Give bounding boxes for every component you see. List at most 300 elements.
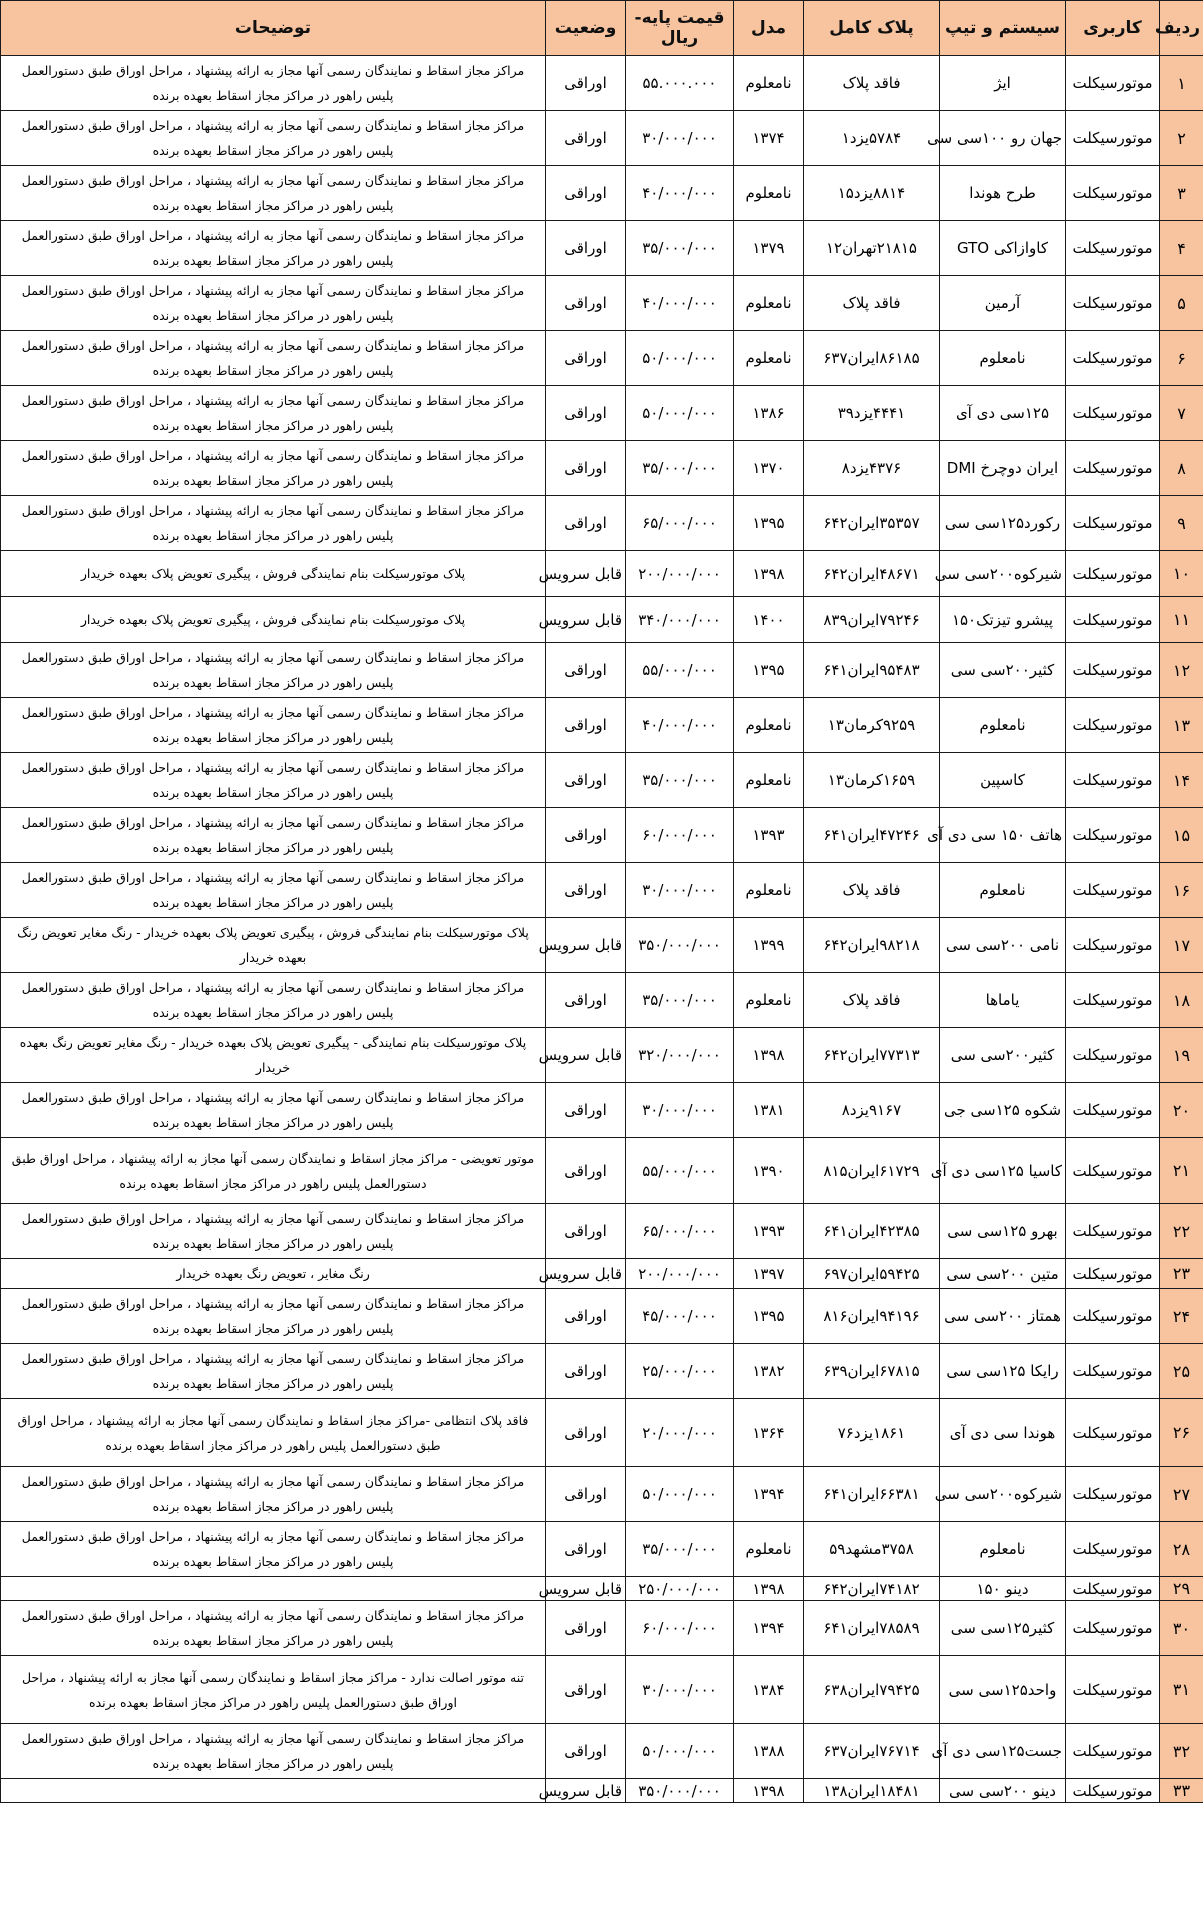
base-price-cell: ۳۲۰/۰۰۰/۰۰۰	[626, 1028, 734, 1083]
system-type-cell: نامعلوم	[940, 698, 1066, 753]
notes-cell: مراکز مجاز اسقاط و نمایندگان رسمی آنها مجاز به ارائه پیشنهاد ، مراحل اوراق طبق دستورالعمل پلیس راهور در مراکز مجاز اسقاط بعهده برنده	[1, 56, 546, 111]
model-cell: نامعلوم	[734, 56, 804, 111]
system-type-cell: شیرکوه۲۰۰سی سی	[940, 551, 1066, 597]
notes-cell: موتور تعویضی - مراکز مجاز اسقاط و نمایندگان رسمی آنها مجاز به ارائه پیشنهاد ، مراحل اوراق طبق دستورالعمل پلیس راهور در مراکز مجاز اسقاط بعهده برنده	[1, 1138, 546, 1204]
plate-cell: ۱۸۴۸۱ایران۱۳۸	[804, 1779, 940, 1803]
base-price-cell: ۲۵/۰۰۰/۰۰۰	[626, 1344, 734, 1399]
model-cell: ۱۳۶۴	[734, 1399, 804, 1467]
system-type-cell: همتاز ۲۰۰سی سی	[940, 1289, 1066, 1344]
notes-cell	[1, 1577, 546, 1601]
plate-cell: ۹۵۴۸۳ایران۶۴۱	[804, 643, 940, 698]
model-cell: ۱۳۹۷	[734, 1259, 804, 1289]
base-price-cell: ۳۰/۰۰۰/۰۰۰	[626, 1656, 734, 1724]
table-row	[1, 1259, 1203, 1289]
usage-cell: موتورسیکلت	[1066, 331, 1160, 386]
base-price-cell: ۵۵/۰۰۰/۰۰۰	[626, 643, 734, 698]
base-price-cell: ۵۰/۰۰۰/۰۰۰	[626, 331, 734, 386]
notes-cell: فاقد پلاک انتظامی -مراکز مجاز اسقاط و نمایندگان رسمی آنها مجاز به ارائه پیشنهاد ، مراحل اوراق طبق دستورالعمل پلیس راهور در مراکز مجاز اسقاط بعهده برنده	[1, 1399, 546, 1467]
usage-cell: موتورسیکلت	[1066, 863, 1160, 918]
base-price-cell: ۲۰۰/۰۰۰/۰۰۰	[626, 1259, 734, 1289]
base-price-cell: ۳۵۰/۰۰۰/۰۰۰	[626, 918, 734, 973]
row-number-cell: ۶	[1160, 331, 1203, 386]
model-cell: ۱۳۹۴	[734, 1601, 804, 1656]
usage-cell: موتورسیکلت	[1066, 1601, 1160, 1656]
row-number-cell: ۱۷	[1160, 918, 1203, 973]
usage-cell: موتورسیکلت	[1066, 496, 1160, 551]
usage-cell: موتورسیکلت	[1066, 1779, 1160, 1803]
table-row	[1, 1204, 1203, 1259]
usage-cell: موتورسیکلت	[1066, 1522, 1160, 1577]
system-type-cell: متین ۲۰۰سی سی	[940, 1259, 1066, 1289]
system-type-cell: جهان رو ۱۰۰سی سی	[940, 111, 1066, 166]
table-row	[1, 918, 1203, 973]
status-cell: اوراقی	[546, 386, 626, 441]
model-cell: نامعلوم	[734, 753, 804, 808]
model-cell: ۱۳۷۴	[734, 111, 804, 166]
row-number-cell: ۸	[1160, 441, 1203, 496]
model-cell: ۱۳۹۳	[734, 1204, 804, 1259]
notes-cell: مراکز مجاز اسقاط و نمایندگان رسمی آنها مجاز به ارائه پیشنهاد ، مراحل اوراق طبق دستورالعمل پلیس راهور در مراکز مجاز اسقاط بعهده برنده	[1, 1601, 546, 1656]
notes-cell: مراکز مجاز اسقاط و نمایندگان رسمی آنها مجاز به ارائه پیشنهاد ، مراحل اوراق طبق دستورالعمل پلیس راهور در مراکز مجاز اسقاط بعهده برنده	[1, 1204, 546, 1259]
base-price-cell: ۳۵۰/۰۰۰/۰۰۰	[626, 1779, 734, 1803]
row-number-cell: ۲۷	[1160, 1467, 1203, 1522]
base-price-cell: ۴۰/۰۰۰/۰۰۰	[626, 276, 734, 331]
plate-cell: فاقد پلاک	[804, 863, 940, 918]
status-cell: قابل سرویس	[546, 551, 626, 597]
row-number-cell: ۲	[1160, 111, 1203, 166]
usage-cell: موتورسیکلت	[1066, 441, 1160, 496]
base-price-cell: ۴۰/۰۰۰/۰۰۰	[626, 698, 734, 753]
base-price-cell: ۴۵/۰۰۰/۰۰۰	[626, 1289, 734, 1344]
plate-cell: ۹۱۶۷یزد۸	[804, 1083, 940, 1138]
system-type-cell: هوندا سی دی آی	[940, 1399, 1066, 1467]
notes-cell: پلاک موتورسیکلت بنام نمایندگی فروش ، پیگیری تعویض پلاک بعهده خریدار	[1, 551, 546, 597]
header-system-type: سیستم و تیپ	[940, 1, 1066, 56]
base-price-cell: ۳۰/۰۰۰/۰۰۰	[626, 863, 734, 918]
plate-cell: ۹۴۱۹۶ایران۸۱۶	[804, 1289, 940, 1344]
plate-cell: ۲۱۸۱۵تهران۱۲	[804, 221, 940, 276]
base-price-cell: ۵۰/۰۰۰/۰۰۰	[626, 1467, 734, 1522]
base-price-cell: ۶۰/۰۰۰/۰۰۰	[626, 808, 734, 863]
notes-cell: مراکز مجاز اسقاط و نمایندگان رسمی آنها مجاز به ارائه پیشنهاد ، مراحل اوراق طبق دستورالعمل پلیس راهور در مراکز مجاز اسقاط بعهده برنده	[1, 331, 546, 386]
table-row	[1, 973, 1203, 1028]
table-row	[1, 808, 1203, 863]
notes-cell: مراکز مجاز اسقاط و نمایندگان رسمی آنها مجاز به ارائه پیشنهاد ، مراحل اوراق طبق دستورالعمل پلیس راهور در مراکز مجاز اسقاط بعهده برنده	[1, 1522, 546, 1577]
model-cell: نامعلوم	[734, 1522, 804, 1577]
row-number-cell: ۲۳	[1160, 1259, 1203, 1289]
model-cell: ۱۳۹۸	[734, 1779, 804, 1803]
row-number-cell: ۱۱	[1160, 597, 1203, 643]
row-number-cell: ۳۱	[1160, 1656, 1203, 1724]
base-price-cell: ۳۰/۰۰۰/۰۰۰	[626, 111, 734, 166]
usage-cell: موتورسیکلت	[1066, 1138, 1160, 1204]
row-number-cell: ۱۹	[1160, 1028, 1203, 1083]
table-row	[1, 597, 1203, 643]
table-row	[1, 221, 1203, 276]
status-cell: قابل سرویس	[546, 1779, 626, 1803]
notes-cell: مراکز مجاز اسقاط و نمایندگان رسمی آنها مجاز به ارائه پیشنهاد ، مراحل اوراق طبق دستورالعمل پلیس راهور در مراکز مجاز اسقاط بعهده برنده	[1, 643, 546, 698]
table-row	[1, 1289, 1203, 1344]
system-type-cell: یاماها	[940, 973, 1066, 1028]
system-type-cell: طرح هوندا	[940, 166, 1066, 221]
system-type-cell: نامعلوم	[940, 1522, 1066, 1577]
usage-cell: موتورسیکلت	[1066, 276, 1160, 331]
model-cell: نامعلوم	[734, 166, 804, 221]
base-price-cell: ۳۰/۰۰۰/۰۰۰	[626, 1083, 734, 1138]
model-cell: ۱۳۹۸	[734, 551, 804, 597]
usage-cell: موتورسیکلت	[1066, 551, 1160, 597]
plate-cell: ۴۳۷۶یزد۸	[804, 441, 940, 496]
notes-cell: مراکز مجاز اسقاط و نمایندگان رسمی آنها مجاز به ارائه پیشنهاد ، مراحل اوراق طبق دستورالعمل پلیس راهور در مراکز مجاز اسقاط بعهده برنده	[1, 698, 546, 753]
system-type-cell: کثیر۲۰۰سی سی	[940, 1028, 1066, 1083]
base-price-cell: ۳۵/۰۰۰/۰۰۰	[626, 1522, 734, 1577]
usage-cell: موتورسیکلت	[1066, 1344, 1160, 1399]
status-cell: اوراقی	[546, 1344, 626, 1399]
header-plate: پلاک کامل	[804, 1, 940, 56]
base-price-cell: ۲۰/۰۰۰/۰۰۰	[626, 1399, 734, 1467]
table-row	[1, 551, 1203, 597]
status-cell: اوراقی	[546, 111, 626, 166]
plate-cell: ۱۶۵۹کرمان۱۳	[804, 753, 940, 808]
model-cell: ۱۳۹۴	[734, 1467, 804, 1522]
table-row	[1, 276, 1203, 331]
base-price-cell: ۴۰/۰۰۰/۰۰۰	[626, 166, 734, 221]
plate-cell: ۷۹۲۴۶ایران۸۳۹	[804, 597, 940, 643]
plate-cell: ۳۵۳۵۷ایران۶۴۲	[804, 496, 940, 551]
usage-cell: موتورسیکلت	[1066, 166, 1160, 221]
model-cell: نامعلوم	[734, 973, 804, 1028]
row-number-cell: ۷	[1160, 386, 1203, 441]
base-price-cell: ۶۰/۰۰۰/۰۰۰	[626, 1601, 734, 1656]
notes-cell: مراکز مجاز اسقاط و نمایندگان رسمی آنها مجاز به ارائه پیشنهاد ، مراحل اوراق طبق دستورالعمل پلیس راهور در مراکز مجاز اسقاط بعهده برنده	[1, 1344, 546, 1399]
usage-cell: موتورسیکلت	[1066, 597, 1160, 643]
usage-cell: موتورسیکلت	[1066, 1399, 1160, 1467]
base-price-cell: ۲۵۰/۰۰۰/۰۰۰	[626, 1577, 734, 1601]
usage-cell: موتورسیکلت	[1066, 221, 1160, 276]
notes-cell: مراکز مجاز اسقاط و نمایندگان رسمی آنها مجاز به ارائه پیشنهاد ، مراحل اوراق طبق دستورالعمل پلیس راهور در مراکز مجاز اسقاط بعهده برنده	[1, 1083, 546, 1138]
model-cell: ۱۳۹۸	[734, 1577, 804, 1601]
model-cell: ۱۴۰۰	[734, 597, 804, 643]
usage-cell: موتورسیکلت	[1066, 386, 1160, 441]
table-row	[1, 698, 1203, 753]
table-row	[1, 331, 1203, 386]
system-type-cell: دینو ۲۰۰سی سی	[940, 1779, 1066, 1803]
status-cell: اوراقی	[546, 166, 626, 221]
status-cell: اوراقی	[546, 1656, 626, 1724]
row-number-cell: ۳	[1160, 166, 1203, 221]
plate-cell: ۸۶۱۸۵ایران۶۳۷	[804, 331, 940, 386]
row-number-cell: ۱۲	[1160, 643, 1203, 698]
base-price-cell: ۵۰/۰۰۰/۰۰۰	[626, 1724, 734, 1779]
usage-cell: موتورسیکلت	[1066, 1083, 1160, 1138]
model-cell: ۱۳۹۵	[734, 496, 804, 551]
base-price-cell: ۶۵/۰۰۰/۰۰۰	[626, 1204, 734, 1259]
base-price-cell: ۳۵/۰۰۰/۰۰۰	[626, 221, 734, 276]
header-usage: کاربری	[1066, 1, 1160, 56]
table-row	[1, 1522, 1203, 1577]
row-number-cell: ۵	[1160, 276, 1203, 331]
notes-cell: مراکز مجاز اسقاط و نمایندگان رسمی آنها مجاز به ارائه پیشنهاد ، مراحل اوراق طبق دستورالعمل پلیس راهور در مراکز مجاز اسقاط بعهده برنده	[1, 276, 546, 331]
base-price-cell: ۲۰۰/۰۰۰/۰۰۰	[626, 551, 734, 597]
row-number-cell: ۱۵	[1160, 808, 1203, 863]
base-price-cell: ۳۵/۰۰۰/۰۰۰	[626, 973, 734, 1028]
usage-cell: موتورسیکلت	[1066, 1289, 1160, 1344]
status-cell: اوراقی	[546, 863, 626, 918]
table-row	[1, 1083, 1203, 1138]
plate-cell: ۶۷۸۱۵ایران۶۳۹	[804, 1344, 940, 1399]
plate-cell: ۱۸۶۱یزد۷۶	[804, 1399, 940, 1467]
table-body	[1, 56, 1203, 1803]
model-cell: ۱۳۸۴	[734, 1656, 804, 1724]
usage-cell: موتورسیکلت	[1066, 808, 1160, 863]
row-number-cell: ۲۰	[1160, 1083, 1203, 1138]
model-cell: نامعلوم	[734, 331, 804, 386]
system-type-cell: شکوه ۱۲۵سی جی	[940, 1083, 1066, 1138]
base-price-cell: ۳۵/۰۰۰/۰۰۰	[626, 753, 734, 808]
notes-cell: مراکز مجاز اسقاط و نمایندگان رسمی آنها مجاز به ارائه پیشنهاد ، مراحل اوراق طبق دستورالعمل پلیس راهور در مراکز مجاز اسقاط بعهده برنده	[1, 221, 546, 276]
notes-cell: رنگ مغایر ، تعویض رنگ بعهده خریدار	[1, 1259, 546, 1289]
notes-cell: مراکز مجاز اسقاط و نمایندگان رسمی آنها مجاز به ارائه پیشنهاد ، مراحل اوراق طبق دستورالعمل پلیس راهور در مراکز مجاز اسقاط بعهده برنده	[1, 496, 546, 551]
plate-cell: ۷۴۱۸۲ایران۶۴۲	[804, 1577, 940, 1601]
plate-cell: فاقد پلاک	[804, 276, 940, 331]
status-cell: اوراقی	[546, 331, 626, 386]
usage-cell: موتورسیکلت	[1066, 1204, 1160, 1259]
system-type-cell: جست۱۲۵سی دی آی	[940, 1724, 1066, 1779]
base-price-cell: ۳۵/۰۰۰/۰۰۰	[626, 441, 734, 496]
status-cell: قابل سرویس	[546, 1577, 626, 1601]
table-row	[1, 1601, 1203, 1656]
plate-cell: فاقد پلاک	[804, 973, 940, 1028]
plate-cell: ۴۷۲۴۶ایران۶۴۱	[804, 808, 940, 863]
system-type-cell: واحد۱۲۵سی سی	[940, 1656, 1066, 1724]
row-number-cell: ۴	[1160, 221, 1203, 276]
row-number-cell: ۱۴	[1160, 753, 1203, 808]
system-type-cell: کاوازاکی GTO	[940, 221, 1066, 276]
system-type-cell: کثیر۲۰۰سی سی	[940, 643, 1066, 698]
system-type-cell: کاسیا ۱۲۵سی دی آی	[940, 1138, 1066, 1204]
system-type-cell: نامعلوم	[940, 331, 1066, 386]
notes-cell: مراکز مجاز اسقاط و نمایندگان رسمی آنها مجاز به ارائه پیشنهاد ، مراحل اوراق طبق دستورالعمل پلیس راهور در مراکز مجاز اسقاط بعهده برنده	[1, 111, 546, 166]
table-row	[1, 441, 1203, 496]
system-type-cell: شیرکوه۲۰۰سی سی	[940, 1467, 1066, 1522]
status-cell: اوراقی	[546, 1083, 626, 1138]
status-cell: اوراقی	[546, 1601, 626, 1656]
table-row	[1, 386, 1203, 441]
plate-cell: ۴۲۳۸۵ایران۶۴۱	[804, 1204, 940, 1259]
row-number-cell: ۳۰	[1160, 1601, 1203, 1656]
plate-cell: ۹۸۲۱۸ایران۶۴۲	[804, 918, 940, 973]
model-cell: ۱۳۹۸	[734, 1028, 804, 1083]
status-cell: اوراقی	[546, 496, 626, 551]
plate-cell: ۵۹۴۲۵ایران۶۹۷	[804, 1259, 940, 1289]
base-price-cell: ۵۵/۰۰۰/۰۰۰	[626, 1138, 734, 1204]
header-base-price: قیمت پایه-ریال	[626, 1, 734, 56]
table-row	[1, 1399, 1203, 1467]
table-row	[1, 111, 1203, 166]
header-row-no: ردیف	[1160, 1, 1203, 56]
usage-cell: موتورسیکلت	[1066, 973, 1160, 1028]
notes-cell: مراکز مجاز اسقاط و نمایندگان رسمی آنها مجاز به ارائه پیشنهاد ، مراحل اوراق طبق دستورالعمل پلیس راهور در مراکز مجاز اسقاط بعهده برنده	[1, 863, 546, 918]
system-type-cell: نامی ۲۰۰سی سی	[940, 918, 1066, 973]
notes-cell: پلاک موتورسیکلت بنام نمایندگی فروش ، پیگیری تعویض پلاک بعهده خریدار - رنگ مغایر تعویض رنگ بعهده خریدار	[1, 918, 546, 973]
row-number-cell: ۳۲	[1160, 1724, 1203, 1779]
status-cell: قابل سرویس	[546, 1259, 626, 1289]
system-type-cell: آرمین	[940, 276, 1066, 331]
system-type-cell: ۱۲۵سی دی آی	[940, 386, 1066, 441]
plate-cell: ۶۱۷۲۹ایران۸۱۵	[804, 1138, 940, 1204]
header-model: مدل	[734, 1, 804, 56]
status-cell: قابل سرویس	[546, 1028, 626, 1083]
table-row	[1, 1028, 1203, 1083]
row-number-cell: ۲۵	[1160, 1344, 1203, 1399]
usage-cell: موتورسیکلت	[1066, 643, 1160, 698]
usage-cell: موتورسیکلت	[1066, 698, 1160, 753]
model-cell: ۱۳۷۰	[734, 441, 804, 496]
status-cell: اوراقی	[546, 441, 626, 496]
row-number-cell: ۲۱	[1160, 1138, 1203, 1204]
system-type-cell: ایران دوچرخ DMI	[940, 441, 1066, 496]
system-type-cell: ایژ	[940, 56, 1066, 111]
table-row	[1, 496, 1203, 551]
usage-cell: موتورسیکلت	[1066, 1467, 1160, 1522]
plate-cell: ۸۸۱۴یزد۱۵	[804, 166, 940, 221]
row-number-cell: ۹	[1160, 496, 1203, 551]
notes-cell: مراکز مجاز اسقاط و نمایندگان رسمی آنها مجاز به ارائه پیشنهاد ، مراحل اوراق طبق دستورالعمل پلیس راهور در مراکز مجاز اسقاط بعهده برنده	[1, 441, 546, 496]
plate-cell: ۴۴۴۱یزد۳۹	[804, 386, 940, 441]
status-cell: اوراقی	[546, 698, 626, 753]
base-price-cell: ۶۵/۰۰۰/۰۰۰	[626, 496, 734, 551]
plate-cell: ۶۶۳۸۱ایران۶۴۱	[804, 1467, 940, 1522]
model-cell: ۱۳۸۸	[734, 1724, 804, 1779]
row-number-cell: ۱۸	[1160, 973, 1203, 1028]
row-number-cell: ۲۶	[1160, 1399, 1203, 1467]
status-cell: اوراقی	[546, 808, 626, 863]
plate-cell: ۷۶۷۱۴ایران۶۳۷	[804, 1724, 940, 1779]
notes-cell: پلاک موتورسیکلت بنام نمایندگی - پیگیری تعویض پلاک بعهده خریدار - رنگ مغایر تعویض رنگ بعهده خریدار	[1, 1028, 546, 1083]
notes-cell: مراکز مجاز اسقاط و نمایندگان رسمی آنها مجاز به ارائه پیشنهاد ، مراحل اوراق طبق دستورالعمل پلیس راهور در مراکز مجاز اسقاط بعهده برنده	[1, 386, 546, 441]
table-row	[1, 1138, 1203, 1204]
status-cell: اوراقی	[546, 1138, 626, 1204]
plate-cell: ۷۸۵۸۹ایران۶۴۱	[804, 1601, 940, 1656]
row-number-cell: ۱	[1160, 56, 1203, 111]
system-type-cell: کاسپین	[940, 753, 1066, 808]
plate-cell: ۳۷۵۸مشهد۵۹	[804, 1522, 940, 1577]
row-number-cell: ۱۳	[1160, 698, 1203, 753]
usage-cell: موتورسیکلت	[1066, 1259, 1160, 1289]
base-price-cell: ۳۴۰/۰۰۰/۰۰۰	[626, 597, 734, 643]
notes-cell: مراکز مجاز اسقاط و نمایندگان رسمی آنها مجاز به ارائه پیشنهاد ، مراحل اوراق طبق دستورالعمل پلیس راهور در مراکز مجاز اسقاط بعهده برنده	[1, 1467, 546, 1522]
table-row	[1, 1779, 1203, 1803]
status-cell: اوراقی	[546, 276, 626, 331]
table-row	[1, 1724, 1203, 1779]
table-row	[1, 1656, 1203, 1724]
usage-cell: موتورسیکلت	[1066, 111, 1160, 166]
plate-cell: ۹۲۵۹کرمان۱۳	[804, 698, 940, 753]
status-cell: قابل سرویس	[546, 597, 626, 643]
status-cell: اوراقی	[546, 221, 626, 276]
usage-cell: موتورسیکلت	[1066, 918, 1160, 973]
notes-cell: مراکز مجاز اسقاط و نمایندگان رسمی آنها مجاز به ارائه پیشنهاد ، مراحل اوراق طبق دستورالعمل پلیس راهور در مراکز مجاز اسقاط بعهده برنده	[1, 753, 546, 808]
row-number-cell: ۳۳	[1160, 1779, 1203, 1803]
status-cell: اوراقی	[546, 1399, 626, 1467]
row-number-cell: ۱۶	[1160, 863, 1203, 918]
status-cell: اوراقی	[546, 1289, 626, 1344]
table-row	[1, 1467, 1203, 1522]
system-type-cell: بهرو ۱۲۵سی سی	[940, 1204, 1066, 1259]
header-notes: توضیحات	[1, 1, 546, 56]
row-number-cell: ۲۲	[1160, 1204, 1203, 1259]
model-cell: ۱۳۸۱	[734, 1083, 804, 1138]
usage-cell: موتورسیکلت	[1066, 1656, 1160, 1724]
plate-cell: ۴۸۶۷۱ایران۶۴۲	[804, 551, 940, 597]
status-cell: اوراقی	[546, 753, 626, 808]
plate-cell: ۷۷۳۱۳ایران۶۴۲	[804, 1028, 940, 1083]
usage-cell: موتورسیکلت	[1066, 753, 1160, 808]
plate-cell: فاقد پلاک	[804, 56, 940, 111]
table-row	[1, 1577, 1203, 1601]
notes-cell: تنه موتور اصالت ندارد - مراکز مجاز اسقاط و نمایندگان رسمی آنها مجاز به ارائه پیشنهاد ، مراحل اوراق طبق دستورالعمل پلیس راهور در مراکز مجاز اسقاط بعهده برنده	[1, 1656, 546, 1724]
status-cell: اوراقی	[546, 973, 626, 1028]
table-row	[1, 166, 1203, 221]
usage-cell: موتورسیکلت	[1066, 56, 1160, 111]
notes-cell: مراکز مجاز اسقاط و نمایندگان رسمی آنها مجاز به ارائه پیشنهاد ، مراحل اوراق طبق دستورالعمل پلیس راهور در مراکز مجاز اسقاط بعهده برنده	[1, 166, 546, 221]
system-type-cell: پیشرو تیزتک۱۵۰	[940, 597, 1066, 643]
model-cell: ۱۳۸۶	[734, 386, 804, 441]
notes-cell: مراکز مجاز اسقاط و نمایندگان رسمی آنها مجاز به ارائه پیشنهاد ، مراحل اوراق طبق دستورالعمل پلیس راهور در مراکز مجاز اسقاط بعهده برنده	[1, 1724, 546, 1779]
table-row	[1, 753, 1203, 808]
model-cell: ۱۳۸۲	[734, 1344, 804, 1399]
table-row	[1, 1344, 1203, 1399]
usage-cell: موتورسیکلت	[1066, 1724, 1160, 1779]
plate-cell: ۷۹۴۲۵ایران۶۳۸	[804, 1656, 940, 1724]
status-cell: اوراقی	[546, 1467, 626, 1522]
model-cell: نامعلوم	[734, 276, 804, 331]
model-cell: ۱۳۹۹	[734, 918, 804, 973]
status-cell: اوراقی	[546, 643, 626, 698]
plate-cell: ۵۷۸۴یزد۱	[804, 111, 940, 166]
notes-cell: مراکز مجاز اسقاط و نمایندگان رسمی آنها مجاز به ارائه پیشنهاد ، مراحل اوراق طبق دستورالعمل پلیس راهور در مراکز مجاز اسقاط بعهده برنده	[1, 973, 546, 1028]
usage-cell: موتورسیکلت	[1066, 1577, 1160, 1601]
model-cell: ۱۳۹۵	[734, 643, 804, 698]
table-row	[1, 56, 1203, 111]
model-cell: نامعلوم	[734, 863, 804, 918]
system-type-cell: کثیر۱۲۵سی سی	[940, 1601, 1066, 1656]
notes-cell: پلاک موتورسیکلت بنام نمایندگی فروش ، پیگیری تعویض پلاک بعهده خریدار	[1, 597, 546, 643]
model-cell: ۱۳۹۵	[734, 1289, 804, 1344]
row-number-cell: ۲۸	[1160, 1522, 1203, 1577]
model-cell: نامعلوم	[734, 698, 804, 753]
status-cell: اوراقی	[546, 1204, 626, 1259]
model-cell: ۱۳۷۹	[734, 221, 804, 276]
table-row	[1, 643, 1203, 698]
notes-cell	[1, 1779, 546, 1803]
row-number-cell: ۲۹	[1160, 1577, 1203, 1601]
row-number-cell: ۲۴	[1160, 1289, 1203, 1344]
header-status: وضعیت	[546, 1, 626, 56]
system-type-cell: رایکا ۱۲۵سی سی	[940, 1344, 1066, 1399]
system-type-cell: دینو ۱۵۰	[940, 1577, 1066, 1601]
header-row	[1, 1, 1203, 56]
table-row	[1, 863, 1203, 918]
system-type-cell: هاتف ۱۵۰ سی دی آی	[940, 808, 1066, 863]
model-cell: ۱۳۹۰	[734, 1138, 804, 1204]
base-price-cell: ۵۵.۰۰۰.۰۰۰	[626, 56, 734, 111]
row-number-cell: ۱۰	[1160, 551, 1203, 597]
notes-cell: مراکز مجاز اسقاط و نمایندگان رسمی آنها مجاز به ارائه پیشنهاد ، مراحل اوراق طبق دستورالعمل پلیس راهور در مراکز مجاز اسقاط بعهده برنده	[1, 1289, 546, 1344]
usage-cell: موتورسیکلت	[1066, 1028, 1160, 1083]
notes-cell: مراکز مجاز اسقاط و نمایندگان رسمی آنها مجاز به ارائه پیشنهاد ، مراحل اوراق طبق دستورالعمل پلیس راهور در مراکز مجاز اسقاط بعهده برنده	[1, 808, 546, 863]
system-type-cell: رکورد۱۲۵سی سی	[940, 496, 1066, 551]
